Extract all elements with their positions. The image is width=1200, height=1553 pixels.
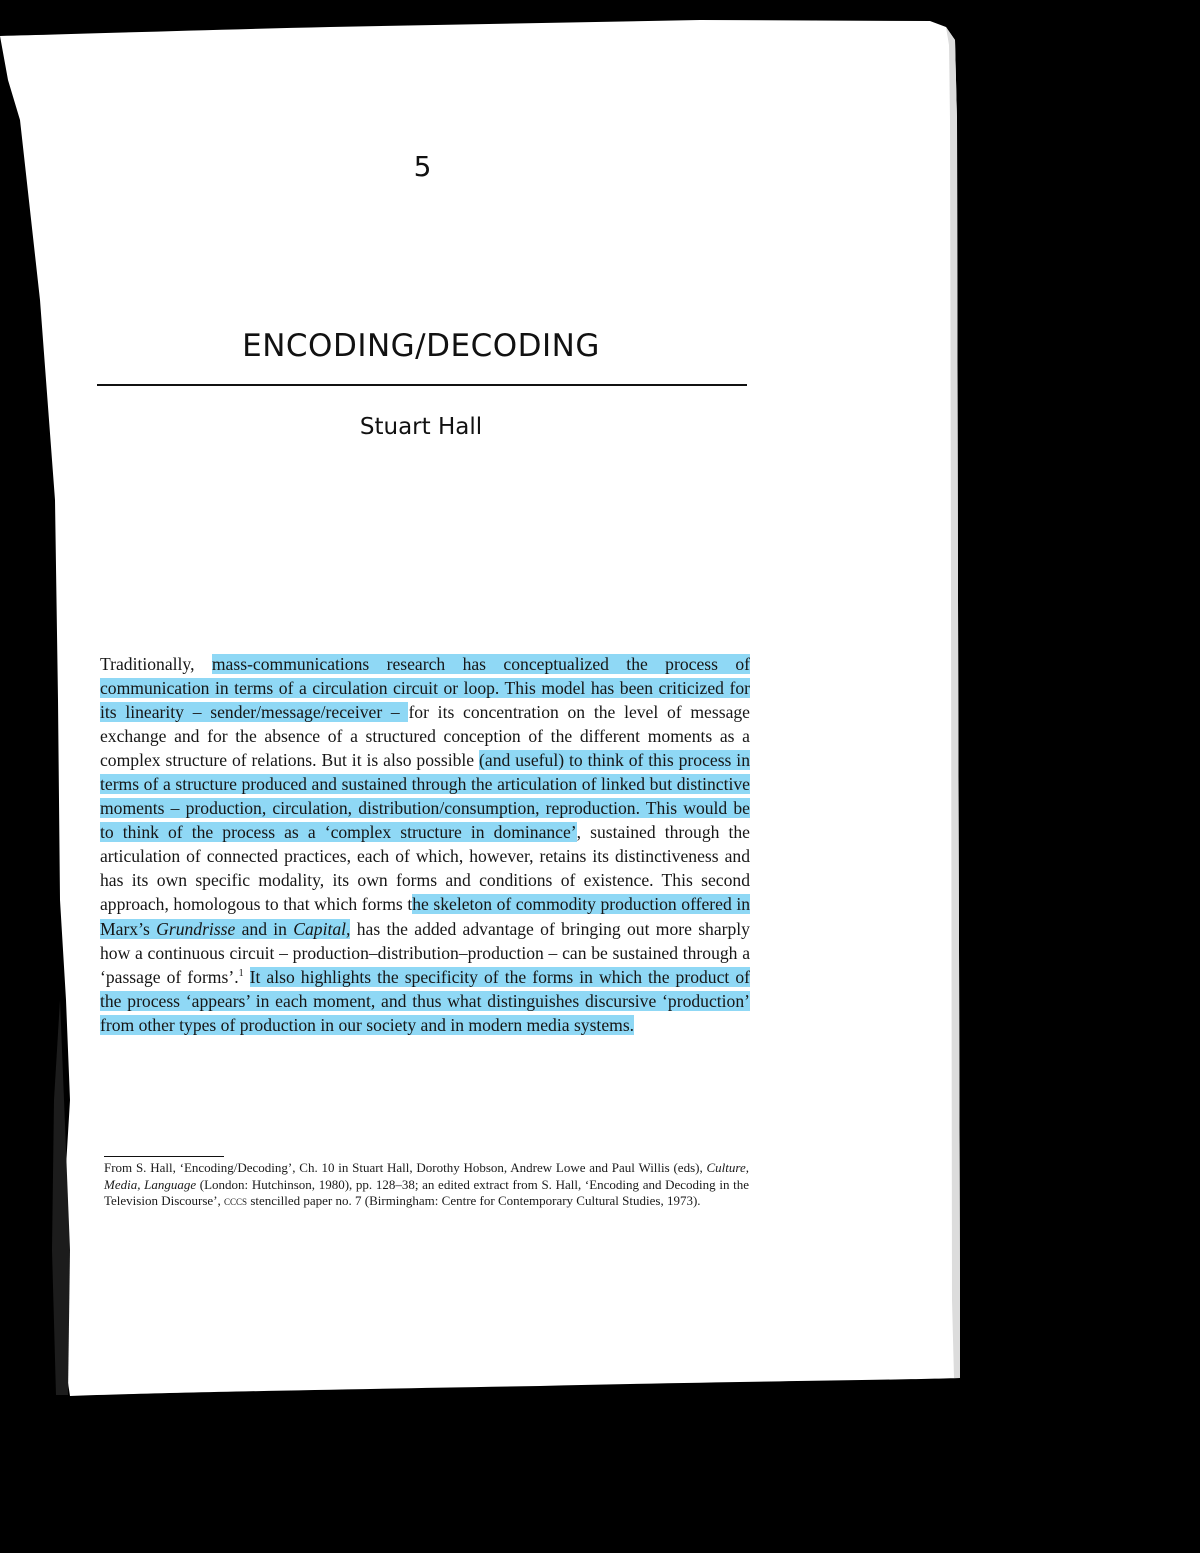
body-segment: , sustained through the articulation of connected practices, each of which, however, retains its distinctiveness and has its own specific modality, its own forms and conditions of existence. This second approach, homologous to that which forms t bbox=[100, 822, 750, 915]
italic-title-capital: Capital, bbox=[293, 918, 351, 939]
author-name: Stuart Hall bbox=[359, 414, 483, 440]
footnote-text: From S. Hall, ‘Encoding/Decoding’, Ch. 10 in Stuart Hall, Dorothy Hobson, Andrew Lowe and Paul Willis (eds), bbox=[104, 1160, 707, 1175]
footnote bbox=[104, 1160, 749, 1210]
footnote-rule bbox=[104, 1156, 224, 1157]
highlighted-text: and in bbox=[235, 918, 294, 939]
highlighted-passage: It also highlights the specificity of the forms in which the product of the process ‘appears’ in each moment, and thus what distinguishes discursive ‘production’ from other types of production in our society and in modern media systems. bbox=[100, 966, 750, 1035]
highlighted-passage: mass-communications research has conceptualized the process of communication in terms of a circulation circuit or loop. This model has been criticized for its linearity – sender/message/receiver – bbox=[100, 654, 750, 723]
title-rule bbox=[97, 384, 747, 386]
footnote-italic-title: Culture, Media, Language bbox=[104, 1160, 749, 1192]
footnote-text: stencilled paper no. 7 (Birmingham: Centre for Contemporary Cultural Studies, 1973). bbox=[247, 1193, 701, 1208]
body-paragraph bbox=[100, 652, 750, 1037]
highlighted-passage: (and useful) to think of this process in terms of a structure produced and sustained through the articulation of linked but distinctive moments – production, circulation, distribution/consumption, reproduction. This would be to think of the process as a ‘complex structure in dominance’ bbox=[100, 750, 750, 843]
body-segment: Traditionally, bbox=[100, 654, 212, 674]
body-segment: for its concentration on the level of message exchange and for the absence of a structured conception of the different moments as a complex structure of relations. But it is also possible bbox=[100, 702, 750, 771]
footnote-abbreviation: cccs bbox=[224, 1193, 248, 1208]
italic-title-grundrisse: Grundrisse bbox=[156, 918, 236, 939]
chapter-title: ENCODING/DECODING bbox=[242, 328, 600, 364]
footnote-reference: 1 bbox=[238, 967, 244, 979]
highlighted-text: he skeleton of commodity production offered in Marx’s bbox=[100, 894, 751, 939]
footnote-text: (London: Hutchinson, 1980), pp. 128–38; an edited extract from S. Hall, ‘Encoding and Decoding in the Television Discourse’, bbox=[104, 1176, 749, 1208]
body-segment bbox=[244, 967, 250, 987]
body-segment: has the added advantage of bringing out more sharply how a continuous circuit – production–distribution–production – can be sustained through a ‘passage of forms’. bbox=[100, 918, 750, 987]
chapter-number: 5 bbox=[413, 150, 432, 183]
